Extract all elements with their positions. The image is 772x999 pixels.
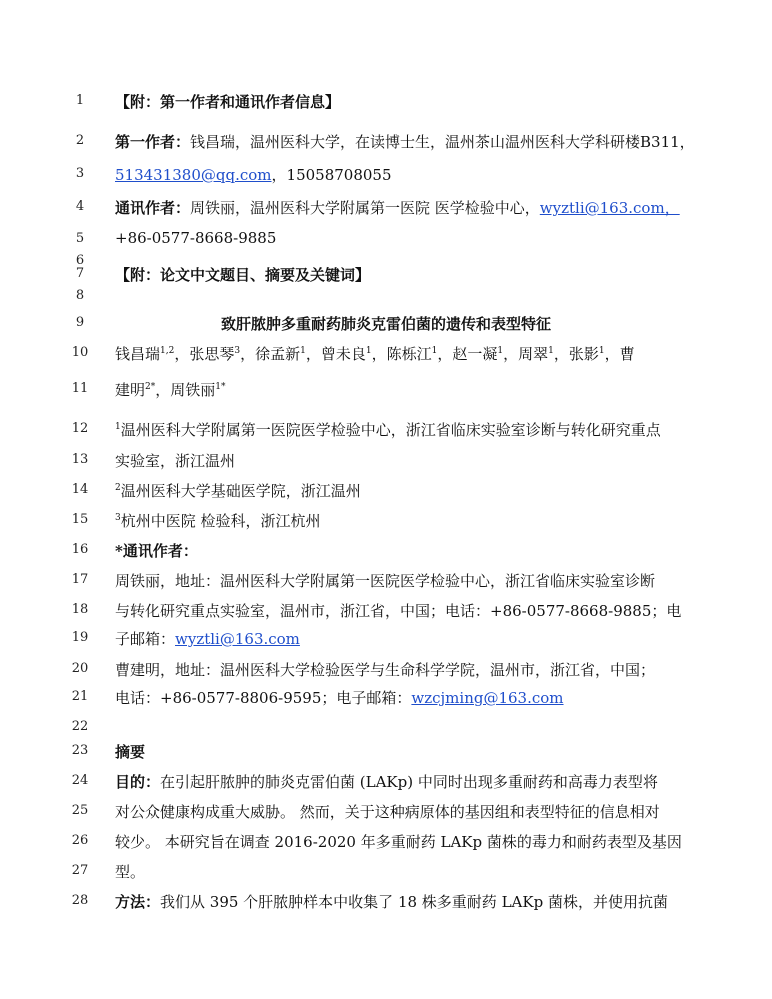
methods-text: 我们从 395 个肝脓肿样本中收集了 18 株多重耐药 LAKp 菌株，并使用抗菌 <box>160 893 668 911</box>
email-link-2[interactable]: wzcjming@163.com <box>411 689 564 707</box>
author-affiliation: 2* <box>145 382 156 392</box>
author-list-tail: ，曹 <box>604 345 635 363</box>
doc-line-10 <box>0 342 772 364</box>
line-number: 9 <box>75 315 85 330</box>
doc-line-12 <box>0 418 772 440</box>
author-name: ，张影 <box>553 345 599 363</box>
doc-line-2 <box>0 130 772 152</box>
author-name: ，周翠 <box>503 345 549 363</box>
author-name: ，周铁丽 <box>155 381 216 399</box>
first-author-phone: ，15058708055 <box>271 166 392 184</box>
section-heading-author-info: 【附：第一作者和通讯作者信息】 <box>115 93 341 111</box>
doc-line-23 <box>0 740 772 762</box>
objective-text: 在引起肝脓肿的肺炎克雷伯菌 (LAKp) 中同时出现多重耐药和高毒力表型将 <box>160 773 658 791</box>
line-number: 1 <box>75 93 85 108</box>
affiliation-text: 温州医科大学基础医学院，浙江温州 <box>120 482 361 500</box>
line-number: 28 <box>71 893 89 908</box>
doc-line-20 <box>0 658 772 680</box>
doc-line-9 <box>0 312 772 334</box>
first-author-text: 钱昌瑞，温州医科大学，在读博士生，温州茶山温州医科大学科研楼B311， <box>190 133 695 151</box>
line-number: 13 <box>71 452 89 467</box>
line-number: 15 <box>71 512 89 527</box>
corresponding-author-info <box>115 197 680 218</box>
author-affiliation: 3 <box>234 346 241 356</box>
line-number: 14 <box>71 482 89 497</box>
doc-line-5 <box>0 228 772 250</box>
doc-line-3 <box>0 163 772 185</box>
paper-title: 致肝脓肿多重耐药肺炎克雷伯菌的遗传和表型特征 <box>220 315 551 333</box>
abstract-text: 型。 <box>115 863 146 881</box>
line-number: 3 <box>75 166 85 181</box>
doc-line-22 <box>0 716 772 738</box>
doc-line-16 <box>0 539 772 561</box>
affiliation-1 <box>115 419 661 440</box>
line-number: 7 <box>75 266 85 281</box>
line-number: 12 <box>71 421 89 436</box>
author-affiliation: 1 <box>598 346 605 356</box>
line-number: 25 <box>71 803 89 818</box>
doc-line-7 <box>0 263 772 285</box>
affiliation-2 <box>115 480 361 501</box>
line-number: 5 <box>75 231 85 246</box>
author-affiliation: 1 <box>431 346 438 356</box>
line-number: 2 <box>75 133 85 148</box>
corresponding-heading: *通讯作者： <box>115 542 198 560</box>
email-label: 子邮箱： <box>115 630 176 648</box>
doc-line-19 <box>0 627 772 649</box>
line-number: 6 <box>75 253 85 268</box>
affiliation-marker: 3 <box>115 513 121 523</box>
doc-line-8 <box>0 285 772 307</box>
author-affiliation: 1 <box>497 346 504 356</box>
line-number: 4 <box>75 199 85 214</box>
affiliation-marker: 1 <box>115 422 121 432</box>
line-number: 11 <box>71 381 89 396</box>
author-list-continued <box>115 379 226 400</box>
corresponding-email-1 <box>115 628 300 649</box>
line-number: 8 <box>75 288 85 303</box>
author-name: ，曾未良 <box>305 345 366 363</box>
doc-line-25 <box>0 800 772 822</box>
doc-line-15 <box>0 509 772 531</box>
first-author-email-link[interactable]: 513431380@qq.com <box>115 166 272 184</box>
line-number: 21 <box>71 689 89 704</box>
author-affiliation: 1,2 <box>160 346 175 356</box>
doc-line-26 <box>0 830 772 852</box>
line-number: 10 <box>71 345 89 360</box>
objective-label: 目的： <box>115 773 161 791</box>
line-number: 27 <box>71 863 89 878</box>
first-author-info <box>115 131 695 152</box>
doc-line-14 <box>0 479 772 501</box>
abstract-objective <box>115 771 658 792</box>
line-number: 18 <box>71 602 89 617</box>
doc-line-1 <box>0 90 772 112</box>
corresponding-author-phone: +86-0577-8668-9885 <box>115 229 277 247</box>
affiliation-3 <box>115 510 321 531</box>
line-number: 16 <box>71 542 89 557</box>
doc-line-11 <box>0 378 772 400</box>
line-number: 20 <box>71 661 89 676</box>
corresponding-address-1: 周铁丽，地址：温州医科大学附属第一医院医学检验中心，浙江省临床实验室诊断 <box>115 572 656 590</box>
abstract-methods <box>115 891 668 912</box>
author-name: ，张思琴 <box>174 345 235 363</box>
line-number: 23 <box>71 743 89 758</box>
corresponding-address-2: 曹建明，地址：温州医科大学检验医学与生命科学学院，温州市，浙江省，中国； <box>115 661 656 679</box>
affiliation-marker: 2 <box>115 483 121 493</box>
doc-line-27 <box>0 860 772 882</box>
doc-line-24 <box>0 770 772 792</box>
author-list <box>115 343 635 364</box>
first-author-contact <box>115 164 392 185</box>
author-affiliation: 1 <box>300 346 306 356</box>
methods-label: 方法： <box>115 893 161 911</box>
corresponding-author-label: 通讯作者： <box>115 199 191 217</box>
email-link-1[interactable]: wyztli@163.com <box>175 630 300 648</box>
abstract-text: 较少。 本研究旨在调查 2016-2020 年多重耐药 LAKp 菌株的毒力和耐药表型及基因 <box>115 833 682 851</box>
doc-line-13 <box>0 449 772 471</box>
section-heading-abstract-info: 【附：论文中文题目、摘要及关键词】 <box>115 266 371 284</box>
line-number: 26 <box>71 833 89 848</box>
corresponding-author-text: 周铁丽，温州医科大学附属第一医院 医学检验中心， <box>190 199 540 217</box>
corresponding-contact-2 <box>115 687 564 708</box>
author-name: 钱昌瑞 <box>115 345 161 363</box>
author-affiliation: 1* <box>215 382 226 392</box>
doc-line-18 <box>0 599 772 621</box>
affiliation-text: 杭州中医院 检验科，浙江杭州 <box>120 512 321 530</box>
abstract-heading: 摘要 <box>115 743 146 761</box>
affiliation-1-continued: 实验室，浙江温州 <box>115 452 236 470</box>
line-number: 22 <box>71 719 89 734</box>
first-author-label: 第一作者： <box>115 133 191 151</box>
doc-line-4 <box>0 196 772 218</box>
author-name: ，徐孟新 <box>240 345 301 363</box>
phone-email-label: 电话：+86-0577-8806-9595；电子邮箱： <box>115 689 412 707</box>
doc-line-21 <box>0 686 772 708</box>
corresponding-author-email-link[interactable]: wyztli@163.com， <box>539 199 680 217</box>
affiliation-text: 温州医科大学附属第一医院医学检验中心，浙江省临床实验室诊断与转化研究重点 <box>120 421 661 439</box>
corresponding-address-1-continued: 与转化研究重点实验室，温州市，浙江省，中国；电话：+86-0577-8668-9885；电 <box>115 602 682 620</box>
author-name: ，赵一凝 <box>437 345 498 363</box>
line-number: 17 <box>71 572 89 587</box>
doc-line-17 <box>0 569 772 591</box>
author-affiliation: 1 <box>365 346 372 356</box>
author-affiliation: 1 <box>548 346 554 356</box>
abstract-text: 对公众健康构成重大威胁。 然而，关于这种病原体的基因组和表型特征的信息相对 <box>115 803 660 821</box>
author-name: 建明 <box>115 381 146 399</box>
line-number: 24 <box>71 773 89 788</box>
author-name: ，陈栎江 <box>371 345 432 363</box>
doc-line-28 <box>0 890 772 912</box>
line-number: 19 <box>71 630 89 645</box>
